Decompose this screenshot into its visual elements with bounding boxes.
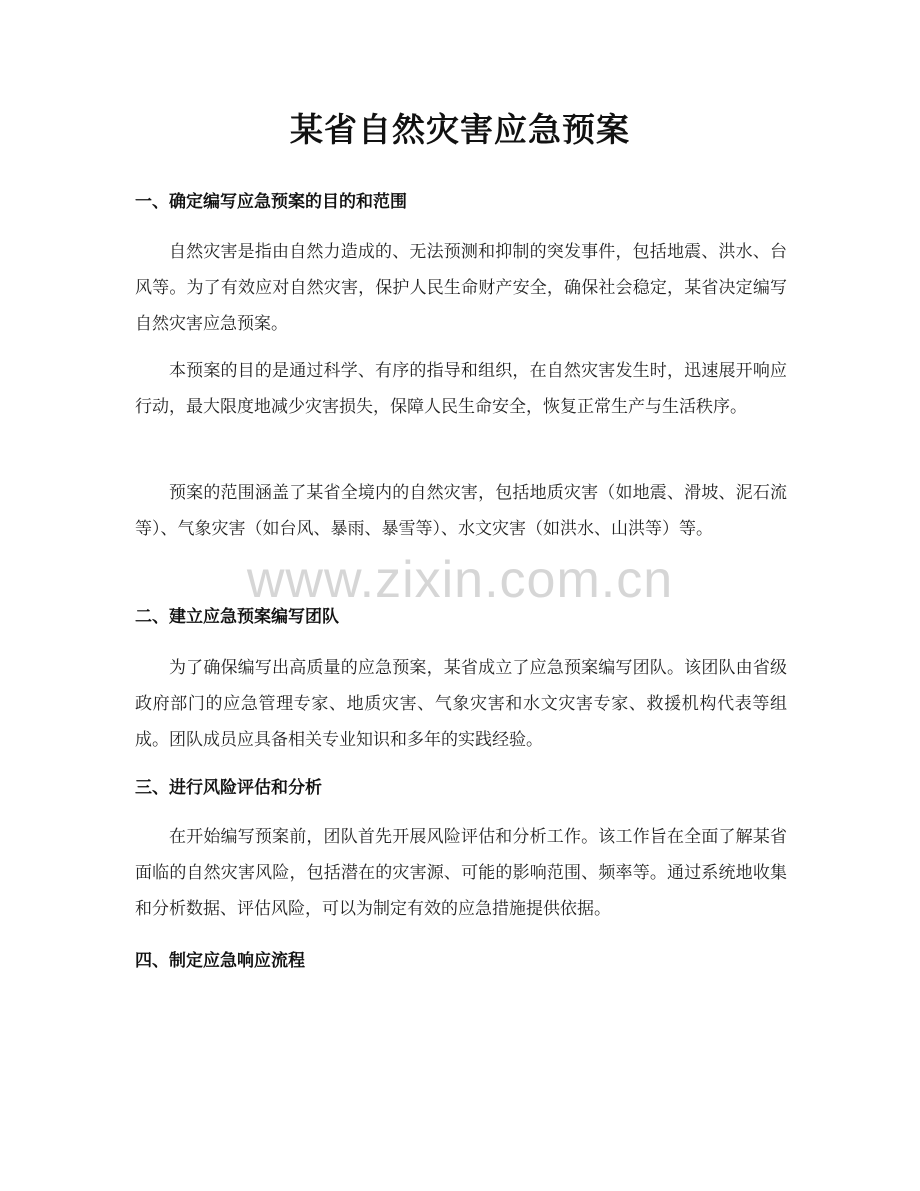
section-heading-2: 二、建立应急预案编写团队 bbox=[135, 607, 339, 627]
section-2-paragraph-1: 为了确保编写出高质量的应急预案，某省成立了应急预案编写团队。该团队由省级政府部门的应急管理专家、地质灾害、气象灾害和水文灾害专家、救援机构代表等组成。团队成员应具备相关专业知识和多年的实践经验。 bbox=[135, 658, 787, 750]
section-1-paragraph-2: 本预案的目的是通过科学、有序的指导和组织，在自然灾害发生时，迅速展开响应行动，最大限度地减少灾害损失，保障人民生命安全，恢复正常生产与生活秩序。 bbox=[135, 361, 787, 417]
section-heading-4: 四、制定应急响应流程 bbox=[135, 951, 305, 971]
section-heading-3: 三、进行风险评估和分析 bbox=[135, 778, 322, 798]
section-1-paragraph-3: 预案的范围涵盖了某省全境内的自然灾害，包括地质灾害（如地震、滑坡、泥石流等）、气象灾害（如台风、暴雨、暴雪等）、水文灾害（如洪水、山洪等）等。 bbox=[135, 483, 787, 539]
watermark-text: www.zixin.com.cn bbox=[246, 551, 674, 609]
document-title: 某省自然灾害应急预案 bbox=[290, 110, 630, 149]
section-heading-1: 一、确定编写应急预案的目的和范围 bbox=[135, 192, 407, 212]
section-1-paragraph-1: 自然灾害是指由自然力造成的、无法预测和抑制的突发事件，包括地震、洪水、台风等。为了有效应对自然灾害，保护人民生命财产安全，确保社会稳定，某省决定编写自然灾害应急预案。 bbox=[135, 242, 787, 334]
section-3-paragraph-1: 在开始编写预案前，团队首先开展风险评估和分析工作。该工作旨在全面了解某省面临的自然灾害风险，包括潜在的灾害源、可能的影响范围、频率等。通过系统地收集和分析数据、评估风险，可以为制定有效的应急措施提供依据。 bbox=[135, 827, 787, 919]
